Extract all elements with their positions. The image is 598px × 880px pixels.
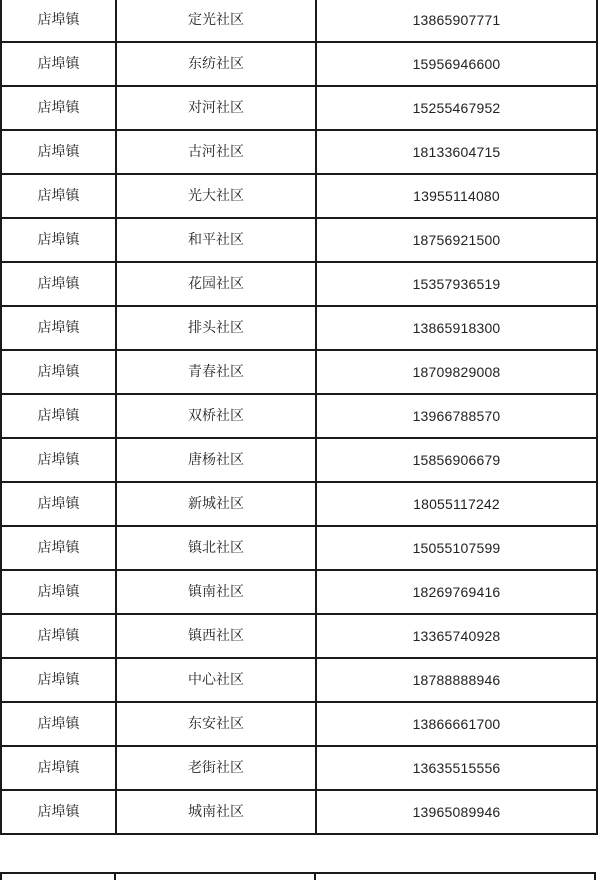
table-row bbox=[1, 0, 597, 42]
table-row bbox=[1, 174, 597, 218]
column-divider bbox=[594, 874, 596, 880]
town-cell: 店埠镇 bbox=[1, 614, 116, 658]
town-cell: 店埠镇 bbox=[1, 702, 116, 746]
community-cell: 东纺社区 bbox=[116, 42, 316, 86]
table-row bbox=[1, 526, 597, 570]
phone-cell: 18709829008 bbox=[316, 350, 597, 394]
community-cell: 新城社区 bbox=[116, 482, 316, 526]
town-cell: 店埠镇 bbox=[1, 790, 116, 834]
phone-cell: 18269769416 bbox=[316, 570, 597, 614]
town-cell: 店埠镇 bbox=[1, 350, 116, 394]
community-cell: 镇西社区 bbox=[116, 614, 316, 658]
community-cell: 定光社区 bbox=[116, 0, 316, 42]
phone-cell: 15856906679 bbox=[316, 438, 597, 482]
table-continuation-edge bbox=[0, 872, 596, 880]
community-cell: 排头社区 bbox=[116, 306, 316, 350]
town-cell: 店埠镇 bbox=[1, 86, 116, 130]
town-cell: 店埠镇 bbox=[1, 218, 116, 262]
table-row bbox=[1, 262, 597, 306]
table-row bbox=[1, 350, 597, 394]
table-row bbox=[1, 218, 597, 262]
table-row bbox=[1, 790, 597, 834]
phone-cell: 13866661700 bbox=[316, 702, 597, 746]
table-row bbox=[1, 658, 597, 702]
phone-cell: 15357936519 bbox=[316, 262, 597, 306]
table-row bbox=[1, 42, 597, 86]
phone-cell: 18756921500 bbox=[316, 218, 597, 262]
table-row bbox=[1, 746, 597, 790]
town-cell: 店埠镇 bbox=[1, 746, 116, 790]
table-row bbox=[1, 482, 597, 526]
town-cell: 店埠镇 bbox=[1, 526, 116, 570]
phone-cell: 13365740928 bbox=[316, 614, 597, 658]
column-divider bbox=[0, 874, 2, 880]
community-cell: 古河社区 bbox=[116, 130, 316, 174]
table-row bbox=[1, 86, 597, 130]
table-row bbox=[1, 614, 597, 658]
town-cell: 店埠镇 bbox=[1, 174, 116, 218]
phone-cell: 13966788570 bbox=[316, 394, 597, 438]
phone-cell: 15255467952 bbox=[316, 86, 597, 130]
community-cell: 城南社区 bbox=[116, 790, 316, 834]
community-cell: 镇南社区 bbox=[116, 570, 316, 614]
table-row bbox=[1, 702, 597, 746]
town-cell: 店埠镇 bbox=[1, 130, 116, 174]
phone-cell: 13865918300 bbox=[316, 306, 597, 350]
community-cell: 花园社区 bbox=[116, 262, 316, 306]
table-row bbox=[1, 570, 597, 614]
community-cell: 和平社区 bbox=[116, 218, 316, 262]
town-cell: 店埠镇 bbox=[1, 482, 116, 526]
town-cell: 店埠镇 bbox=[1, 570, 116, 614]
town-cell: 店埠镇 bbox=[1, 42, 116, 86]
table-body bbox=[1, 0, 597, 834]
community-cell: 对河社区 bbox=[116, 86, 316, 130]
town-cell: 店埠镇 bbox=[1, 658, 116, 702]
phone-cell: 15956946600 bbox=[316, 42, 597, 86]
phone-cell: 13965089946 bbox=[316, 790, 597, 834]
column-divider bbox=[114, 874, 116, 880]
phone-cell: 13955114080 bbox=[316, 174, 597, 218]
community-cell: 镇北社区 bbox=[116, 526, 316, 570]
phone-cell: 13865907771 bbox=[316, 0, 597, 42]
table-row bbox=[1, 306, 597, 350]
community-cell: 唐杨社区 bbox=[116, 438, 316, 482]
table-row bbox=[1, 130, 597, 174]
community-cell: 东安社区 bbox=[116, 702, 316, 746]
phone-cell: 15055107599 bbox=[316, 526, 597, 570]
table-row bbox=[1, 438, 597, 482]
phone-cell: 18055117242 bbox=[316, 482, 597, 526]
town-cell: 店埠镇 bbox=[1, 438, 116, 482]
community-cell: 中心社区 bbox=[116, 658, 316, 702]
community-cell: 光大社区 bbox=[116, 174, 316, 218]
column-divider bbox=[314, 874, 316, 880]
phone-cell: 18788888946 bbox=[316, 658, 597, 702]
town-cell: 店埠镇 bbox=[1, 0, 116, 42]
town-cell: 店埠镇 bbox=[1, 306, 116, 350]
community-cell: 老街社区 bbox=[116, 746, 316, 790]
table-row bbox=[1, 394, 597, 438]
community-cell: 青春社区 bbox=[116, 350, 316, 394]
community-cell: 双桥社区 bbox=[116, 394, 316, 438]
town-cell: 店埠镇 bbox=[1, 394, 116, 438]
phone-cell: 18133604715 bbox=[316, 130, 597, 174]
phone-cell: 13635515556 bbox=[316, 746, 597, 790]
town-cell: 店埠镇 bbox=[1, 262, 116, 306]
